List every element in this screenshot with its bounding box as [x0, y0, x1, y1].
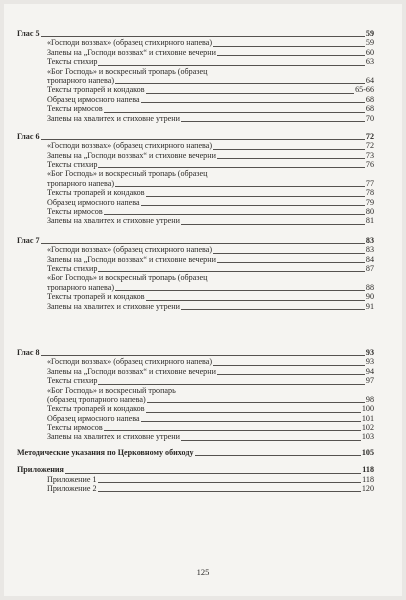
section-title: Глас 5	[17, 29, 40, 38]
entry-title: Запевы на хвалитех и стиховне утрени	[47, 113, 180, 123]
page-number: 125	[196, 567, 210, 577]
entry-title: Тексты тропарей и кондаков	[47, 85, 145, 95]
toc-section	[17, 132, 374, 226]
toc-entry[interactable]	[17, 255, 374, 264]
toc-entry[interactable]	[17, 283, 374, 292]
toc-entry[interactable]	[17, 104, 374, 113]
entry-page-number: 118	[362, 474, 374, 484]
entry-page-number: 63	[365, 57, 374, 67]
entry-title: Тексты тропарей и кондаков	[47, 188, 145, 198]
entry-title: Образец ирмосного напева	[47, 94, 140, 104]
dot-leader	[17, 243, 374, 244]
entry-page-number: 101	[361, 413, 374, 423]
toc-entry[interactable]	[17, 169, 374, 178]
toc-entry[interactable]	[17, 395, 374, 404]
toc-entry[interactable]	[17, 404, 374, 413]
section-title: Глас 8	[17, 347, 40, 357]
entry-title: «Бог Господь» и воскресный тропарь (образец	[47, 169, 208, 179]
entry-title: тропарного напева)	[47, 282, 115, 292]
toc-section	[17, 29, 374, 123]
entry-page-number: 76	[365, 160, 374, 170]
section-title: Приложения	[17, 465, 64, 475]
toc-entry[interactable]	[17, 141, 374, 150]
entry-title: Запевы на хвалитех и стиховне утрени	[47, 301, 180, 311]
entry-title: Тексты ирмосов	[47, 207, 103, 217]
dot-leader	[17, 36, 374, 37]
toc-entry[interactable]	[17, 475, 374, 484]
entry-page-number: 102	[361, 423, 374, 433]
toc-entry[interactable]	[17, 484, 374, 493]
dot-leader	[17, 355, 374, 356]
toc-section	[17, 348, 374, 442]
entry-page-number: 64	[365, 75, 374, 85]
entry-title: Запевы на „Господи воззвах“ и стиховне вечерни	[47, 47, 216, 57]
toc-section-header[interactable]	[17, 132, 374, 141]
section-page-number: 118	[362, 465, 374, 475]
section-title: Глас 6	[17, 131, 40, 141]
entry-page-number: 103	[361, 432, 374, 442]
entry-title: Тексты стихир	[47, 57, 98, 67]
entry-title: Тексты тропарей и кондаков	[47, 404, 145, 414]
toc-entry[interactable]	[17, 273, 374, 282]
entry-title: Запевы на хвалитех и стиховне утрени	[47, 432, 180, 442]
entry-page-number: 73	[365, 150, 374, 160]
entry-title: Тексты ирмосов	[47, 104, 103, 114]
entry-title: Тексты стихир	[47, 263, 98, 273]
entry-title: Запевы на „Господи воззвах“ и стиховне вечерни	[47, 254, 216, 264]
toc-entry[interactable]	[17, 188, 374, 197]
entry-page-number: 94	[365, 366, 374, 376]
entry-page-number: 93	[365, 357, 374, 367]
entry-page-number: 77	[365, 178, 374, 188]
section-page-number: 105	[361, 447, 374, 457]
toc-section-header[interactable]	[17, 236, 374, 245]
toc-entry[interactable]	[17, 302, 374, 311]
entry-page-number: 91	[365, 301, 374, 311]
entry-title: Тексты стихир	[47, 160, 98, 170]
section-page-number: 59	[365, 29, 374, 38]
toc-entry[interactable]	[17, 114, 374, 123]
toc-entry[interactable]	[17, 245, 374, 254]
entry-title: тропарного напева)	[47, 75, 115, 85]
toc-entry[interactable]	[17, 67, 374, 76]
toc-section-header[interactable]	[17, 448, 374, 457]
entry-title: «Господи воззвах» (образец стихирного напева)	[47, 245, 213, 255]
entry-page-number: 83	[365, 245, 374, 255]
toc-section	[17, 236, 374, 311]
toc-entry[interactable]	[17, 198, 374, 207]
toc-entry[interactable]	[17, 76, 374, 85]
toc-section-header[interactable]	[17, 29, 374, 38]
entry-page-number: 87	[365, 263, 374, 273]
toc-entry[interactable]	[17, 57, 374, 66]
entry-page-number: 72	[365, 141, 374, 151]
entry-title: Приложение 2	[47, 484, 97, 494]
book-page	[4, 4, 402, 596]
entry-page-number: 68	[365, 94, 374, 104]
entry-title: Запевы на „Господи воззвах“ и стиховне вечерни	[47, 150, 216, 160]
toc-section-header[interactable]	[17, 465, 374, 474]
entry-title: Образец ирмосного напева	[47, 197, 140, 207]
entry-page-number: 60	[365, 47, 374, 57]
entry-page-number: 80	[365, 207, 374, 217]
entry-title: Тексты стихир	[47, 376, 98, 386]
entry-page-number: 98	[365, 394, 374, 404]
entry-page-number: 100	[361, 404, 374, 414]
entry-title: «Бог Господь» и воскресный тропарь (образец	[47, 66, 208, 76]
toc-entry[interactable]	[17, 179, 374, 188]
entry-title: «Господи воззвах» (образец стихирного напева)	[47, 38, 213, 48]
entry-title: «Бог Господь» и воскресный тропарь	[47, 385, 176, 395]
entry-page-number: 81	[365, 216, 374, 226]
toc-entry[interactable]	[17, 292, 374, 301]
toc-entry[interactable]	[17, 386, 374, 395]
entry-page-number: 88	[365, 282, 374, 292]
section-page-number: 93	[365, 347, 374, 357]
toc-entry[interactable]	[17, 414, 374, 423]
toc-entry[interactable]	[17, 207, 374, 216]
entry-page-number: 70	[365, 113, 374, 123]
section-title: Глас 7	[17, 235, 40, 245]
toc-entry[interactable]	[17, 367, 374, 376]
entry-title: «Бог Господь» и воскресный тропарь (образец	[47, 273, 208, 283]
toc-entry[interactable]	[17, 95, 374, 104]
toc-entry[interactable]	[17, 85, 374, 94]
entry-title: тропарного напева)	[47, 178, 115, 188]
entry-title: «Господи воззвах» (образец стихирного напева)	[47, 141, 213, 151]
toc-entry[interactable]	[17, 423, 374, 432]
entry-title: «Господи воззвах» (образец стихирного напева)	[47, 357, 213, 367]
section-page-number: 83	[365, 235, 374, 245]
toc-entry[interactable]	[17, 48, 374, 57]
toc-entry[interactable]	[17, 264, 374, 273]
entry-title: Образец ирмосного напева	[47, 413, 140, 423]
entry-page-number: 65-66	[355, 85, 374, 95]
toc-entry[interactable]	[17, 216, 374, 225]
dot-leader	[17, 473, 374, 474]
entry-page-number: 59	[365, 38, 374, 48]
entry-page-number: 79	[365, 197, 374, 207]
entry-title: Запевы на хвалитех и стиховне утрени	[47, 216, 180, 226]
toc-section-header[interactable]	[17, 348, 374, 357]
section-page-number: 72	[365, 131, 374, 141]
entry-page-number: 90	[365, 292, 374, 302]
toc-entry[interactable]	[17, 357, 374, 366]
section-title: Методические указания по Церковному обиходу	[17, 447, 194, 457]
toc-entry[interactable]	[17, 38, 374, 47]
toc-section	[17, 448, 374, 457]
entry-page-number: 84	[365, 254, 374, 264]
entry-title: Тексты ирмосов	[47, 423, 103, 433]
dot-leader	[17, 139, 374, 140]
entry-page-number: 120	[361, 484, 374, 494]
toc-section	[17, 465, 374, 493]
entry-title: Приложение 1	[47, 474, 97, 484]
entry-page-number: 78	[365, 188, 374, 198]
toc-entry[interactable]	[17, 376, 374, 385]
toc-entry[interactable]	[17, 432, 374, 441]
toc-entry[interactable]	[17, 160, 374, 169]
entry-title: (образец тропарного напева)	[47, 394, 146, 404]
entry-page-number: 97	[365, 376, 374, 386]
table-of-contents	[17, 29, 374, 493]
toc-entry[interactable]	[17, 151, 374, 160]
entry-title: Запевы на „Господи воззвах“ и стиховне вечерни	[47, 366, 216, 376]
entry-title: Тексты тропарей и кондаков	[47, 292, 145, 302]
entry-page-number: 68	[365, 104, 374, 114]
